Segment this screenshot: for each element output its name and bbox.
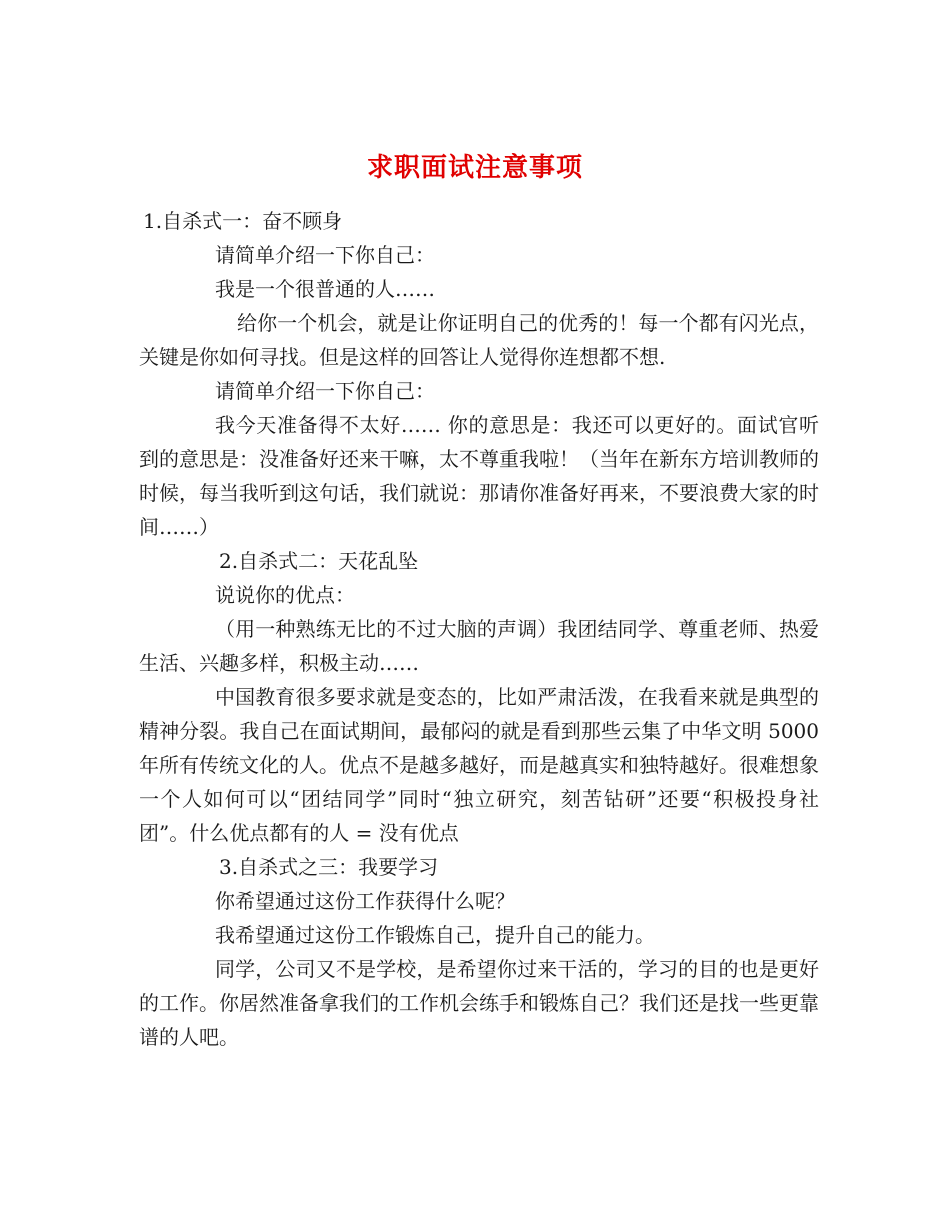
answer-paragraph: 我希望通过这份工作锻炼自己，提升自己的能力。 (215, 923, 655, 947)
document-body (139, 204, 819, 1054)
comment-paragraph: 给你一个机会，就是让你证明自己的优秀的！每一个都有闪光点，关键是你如何寻找。但是这样的回答让人觉得你连想都不想. (139, 311, 819, 369)
question-paragraph: 请简单介绍一下你自己： (215, 243, 435, 267)
comment-paragraph: 中国教育很多要求就是变态的，比如严肃活泼，在我看来就是典型的精神分裂。我自己在面试期间，最郁闷的就是看到那些云集了中华文明 5000年所有传统文化的人。优点不是越多越好，而是越真实和独特越好。很难想象一个人如何可以“团结同学”同时“独立研究，刻苦钻研”还要“积极投身社 团”。什么优点都有的人 = 没有优点 (139, 685, 819, 845)
answer-paragraph: （用一种熟练无比的不过大脑的声调）我团结同学、尊重老师、热爱生活、兴趣多样，积极主动…… (139, 617, 819, 675)
comment-paragraph: 我今天准备得不太好…… 你的意思是：我还可以更好的。面试官听到的意思是：没准备好还来干嘛，太不尊重我啦！（当年在新东方培训教师的时候，每当我听到这句话，我们就说：那请你准备好再来，不要浪费大家的时间……） (139, 413, 819, 539)
answer-paragraph: 我是一个很普通的人…… (215, 277, 435, 301)
question-paragraph: 你希望通过这份工作获得什么呢？ (215, 889, 515, 913)
section-heading-3: 3.自杀式之三：我要学习 (219, 855, 439, 879)
question-paragraph: 请简单介绍一下你自己： (215, 379, 435, 403)
comment-paragraph: 同学，公司又不是学校，是希望你过来干活的，学习的目的也是更好的工作。你居然准备拿我们的工作机会练手和锻炼自己？我们还是找一些更靠谱的人吧。 (139, 957, 819, 1049)
section-heading-2: 2.自杀式二：天花乱坠 (219, 549, 419, 573)
document-title: 求职面试注意事项 (366, 153, 583, 184)
question-paragraph: 说说你的优点： (215, 583, 355, 607)
section-heading-1: 1.自杀式一：奋不顾身 (143, 209, 343, 233)
